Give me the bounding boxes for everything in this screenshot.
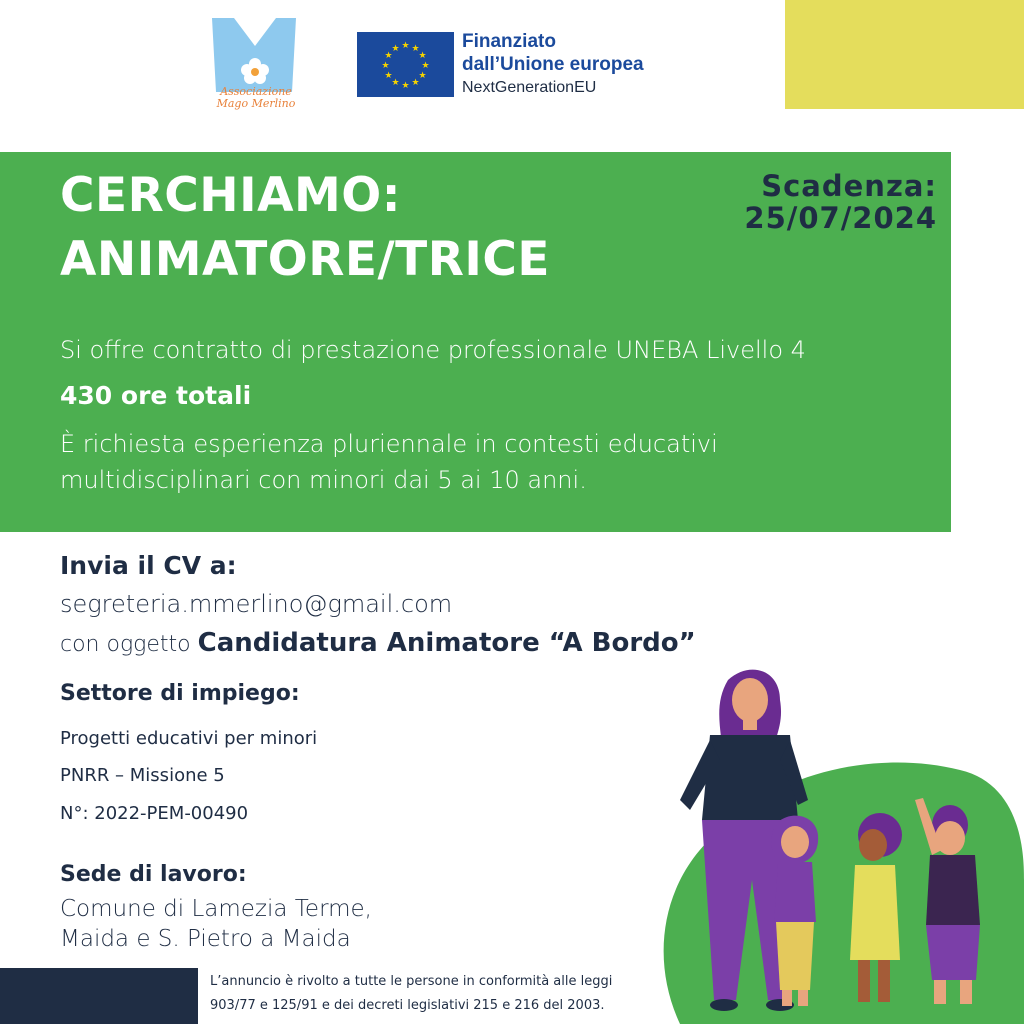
svg-text:★: ★ — [384, 51, 393, 61]
logo-text-line2: Mago Merlino — [216, 97, 296, 110]
headline-line2: ANIMATORE/TRICE — [60, 232, 551, 287]
svg-text:★: ★ — [421, 61, 430, 71]
footer-line2: 903/77 e 125/91 e dei decreti legislativi 215 e 216 del 2003. — [210, 998, 605, 1013]
subject-prefix: con oggetto — [60, 632, 198, 657]
location-line2: Maida e S. Pietro a Maida — [60, 926, 351, 952]
deadline-date: 25/07/2024 — [744, 201, 937, 235]
footer-line1: L’annuncio è rivolto a tutte le persone in conformità alle leggi — [210, 974, 613, 989]
location-heading: Sede di lavoro: — [60, 862, 247, 887]
svg-text:★: ★ — [418, 51, 427, 61]
sector-line2: PNRR – Missione 5 — [60, 765, 225, 786]
yellow-decoration-block — [785, 0, 1024, 109]
headline-line1: CERCHIAMO: — [60, 168, 401, 223]
svg-text:★: ★ — [418, 71, 427, 81]
apply-subject-line — [60, 628, 696, 658]
contract-text: Si offre contratto di prestazione professionale UNEBA Livello 4 — [60, 336, 806, 364]
requirement-line2: multidisciplinari con minori dai 5 ai 10 anni. — [60, 466, 587, 494]
svg-text:★: ★ — [391, 78, 400, 88]
requirement-line1: È richiesta esperienza pluriennale in contesti educativi — [60, 430, 718, 458]
eu-flag-icon — [357, 32, 454, 97]
sector-line3: N°: 2022-PEM-00490 — [60, 803, 249, 824]
eu-funding-line1: Finanziato — [462, 31, 556, 52]
svg-text:★: ★ — [384, 71, 393, 81]
educator-children-illustration — [640, 660, 1024, 1024]
apply-email[interactable]: segreteria.mmerlino@gmail.com — [60, 590, 453, 618]
eu-funding-line3: NextGenerationEU — [462, 79, 597, 96]
svg-text:★: ★ — [411, 78, 420, 88]
svg-text:★: ★ — [401, 41, 410, 51]
hours-text: 430 ore totali — [60, 381, 252, 410]
svg-text:★: ★ — [411, 44, 420, 54]
apply-heading: Invia il CV a: — [60, 551, 237, 580]
subject-title: Candidatura Animatore “A Bordo” — [197, 628, 696, 658]
sector-heading: Settore di impiego: — [60, 681, 300, 706]
eu-funding-line2: dall’Unione europea — [462, 54, 644, 75]
deadline-label: Scadenza: — [761, 169, 937, 203]
location-line1: Comune di Lamezia Terme, — [60, 896, 372, 922]
svg-text:★: ★ — [391, 44, 400, 54]
logo-text-line1: Associazione — [220, 85, 292, 98]
sector-line1: Progetti educativi per minori — [60, 728, 318, 749]
svg-text:★: ★ — [401, 81, 410, 91]
footer-dark-block — [0, 968, 198, 1024]
svg-text:★: ★ — [381, 61, 390, 71]
